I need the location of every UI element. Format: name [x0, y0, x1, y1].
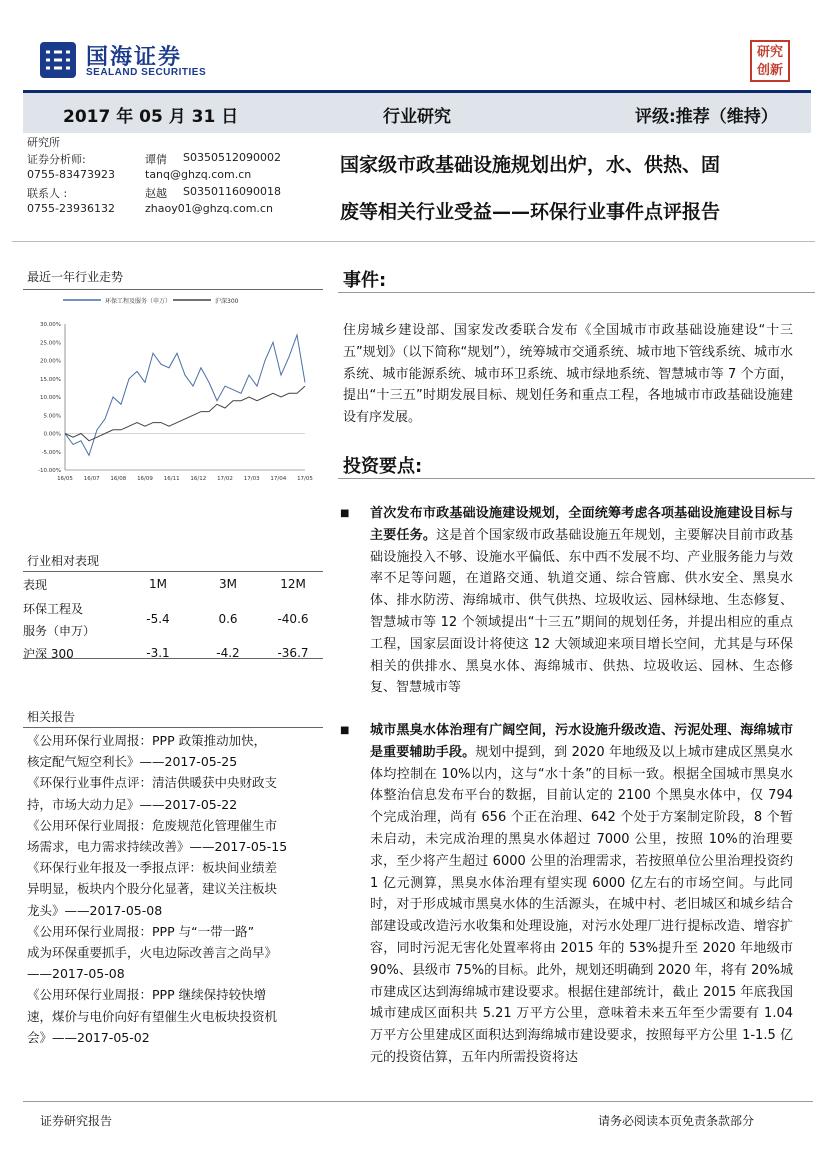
perf-row-name-line2: 服务（申万）: [23, 624, 96, 638]
analyst-cert: S0350512090002: [183, 151, 281, 164]
perf-header-row: [23, 572, 323, 596]
related-report-line: 核定配气短空利长》——2017-05-25: [27, 754, 238, 770]
brand-name-cn: 国海证券: [86, 45, 183, 70]
analyst-email[interactable]: tanq@ghzq.com.cn: [145, 168, 252, 181]
trend-label: 最近一年行业走势: [27, 270, 124, 284]
analyst-info: [27, 134, 327, 224]
table-row: [23, 642, 323, 664]
related-title: 相关报告: [27, 710, 76, 724]
perf-table: [23, 572, 323, 664]
x-tick-label: 17/04: [270, 476, 287, 482]
related-report-line: 《公用环保行业周报：PPP 政策推动加快，: [27, 733, 267, 748]
perf-header-1m: 1M: [149, 577, 167, 591]
list-item: [340, 720, 793, 1069]
bullet-square-icon: ■: [340, 725, 350, 736]
related-report-line: 龙头》——2017-05-08: [27, 902, 163, 918]
x-tick-label: 17/02: [217, 476, 233, 482]
report-title-line2: 废等相关行业受益——环保行业事件点评报告: [340, 201, 721, 223]
related-report-line: 速，煤价与电价向好有望催生火电板块投资机: [27, 1008, 278, 1024]
perf-value-12m: -40.6: [277, 612, 309, 626]
dept-label: 研究所: [27, 136, 60, 149]
related-report-line: 持，市场大动力足》——2017-05-22: [27, 796, 238, 812]
point-body: 规划中提到，到 2020 年地级及以上城市建成区黑臭水体均控制在 10%以内，这与“水十条”的目标一致。根据全国城市黑臭水体整治信息发布平台的数据，目前认定的 2100 个黑臭水体中，仅 794 个完成治理，尚有 656 个正在治理、642 个处于方案制定阶段，8 个暂未启动，未完成治理的黑臭水体超过 7000 公里，按照 10%的治理要求，至少将产生超过 6000 公里的治理需求，若按照单位公里治理投资约 1 亿元测算，黑臭水体治理有望实现 6000 亿左右的市场空间。与此同时，对于形成城市黑臭水体的生活源头，在城中村、老旧城区和城乡结合部建设或改造污水收集和处理设施，对污水处理厂进行提标改造、增容扩容，同时污泥无害化处置率将由 2015 年的 53%提升至 2020 年地级市 90%、县级市 75%的目标。此外，规划还明确到 2020 年，将有 20%城市建成区达到海绵城市建设要求。根据住建部统计，截止 2015 年底我国城市建成区面积共 5.21 万平方公里，意味着未来五年至少需要有 1.04 万平方公里建成区面积达到海绵城市建设要求，按照每平方公里 1-1.5 亿元的投资估算，五年内所需投资将达: [370, 744, 793, 1065]
contact-email[interactable]: zhaoy01@ghzq.com.cn: [145, 202, 273, 215]
perf-row-name: 沪深 300: [23, 646, 74, 661]
x-tick-label: 16/09: [137, 476, 153, 482]
bullet-square-icon: ■: [340, 508, 350, 519]
x-tick-label: 17/03: [243, 476, 260, 482]
perf-value-1m: -3.1: [146, 646, 170, 660]
perf-value-3m: 0.6: [218, 612, 238, 626]
perf-value-3m: -4.2: [216, 646, 240, 660]
legend-label: 沪深300: [215, 298, 239, 305]
related-report-line: 《环保行业年报及一季报点评：板块间业绩差: [27, 860, 278, 876]
report-rating: 评级:推荐（维持）: [635, 107, 778, 127]
contact-cert: S0350116090018: [183, 185, 281, 198]
x-tick-label: 17/05: [297, 476, 313, 482]
perf-header-label: 表现: [23, 577, 48, 592]
point-text: [370, 720, 793, 1069]
industry-trend-chart: [23, 292, 323, 492]
related-reports-list: [27, 730, 323, 1048]
analyst-label: 证券分析师:: [27, 153, 86, 166]
related-report-line: 异明显，板块内个股分化显著，建议关注板块: [27, 881, 278, 897]
header-banner: [23, 90, 811, 133]
related-report-line: 成为环保重要抓手，火电边际改善言之尚早》: [27, 945, 278, 961]
series-line: [65, 386, 305, 441]
related-report-line: 会》——2017-05-02: [27, 1029, 150, 1045]
related-report-line: 《公用环保行业周报：PPP 与“一带一路”: [27, 923, 255, 939]
y-tick-label: 5.00%: [43, 413, 61, 420]
y-tick-label: 20.00%: [40, 358, 61, 365]
footer-divider: [23, 1101, 813, 1102]
point-text: [370, 503, 793, 699]
event-heading: 事件:: [343, 270, 387, 291]
perf-bottom-rule: [23, 658, 323, 659]
points-divider: [338, 478, 815, 479]
related-underline: [23, 727, 323, 728]
related-report-line: 《公用环保行业周报：PPP 继续保持较快增: [27, 987, 267, 1003]
point-bold: 首次发布市政基础设施建设规划，全面统筹考虑各项基础设施建设目标与主要任务。: [370, 506, 793, 543]
x-tick-label: 16/07: [83, 476, 100, 482]
x-tick-label: 16/08: [110, 476, 127, 482]
list-item: [340, 503, 793, 699]
y-tick-label: 25.00%: [40, 340, 61, 347]
header-divider: [12, 241, 815, 242]
y-tick-label: -10.00%: [38, 468, 61, 474]
contact-label: 联系人 :: [27, 187, 68, 200]
perf-row-name: [23, 596, 123, 642]
related-report-line: 《公用环保行业周报：危废规范化管理催生市: [27, 817, 278, 833]
trend-underline: [23, 289, 323, 290]
contact-phone: 0755-23936132: [27, 202, 115, 215]
related-report-line: 场需求，电力需求持续改善》——2017-05-15: [27, 839, 288, 855]
y-tick-label: 15.00%: [40, 376, 61, 383]
analyst-phone: 0755-83473923: [27, 168, 115, 181]
y-tick-label: -5.00%: [41, 449, 61, 456]
y-tick-label: 0.00%: [43, 431, 61, 438]
related-report-line: ——2017-05-08: [27, 966, 125, 982]
perf-row-name-line1: 环保工程及: [23, 602, 84, 616]
brand-name-en: SEALAND SECURITIES: [86, 67, 207, 78]
x-tick-label: 16/12: [190, 476, 207, 482]
perf-header-3m: 3M: [219, 577, 237, 591]
footer-right: 请务必阅读本页免责条款部分: [598, 1114, 755, 1128]
event-paragraph: 住房城乡建设部、国家发改委联合发布《全国城市市政基础设施建设“十三五”规划》（以下简称“规划”），统筹城市交通系统、城市地下管线系统、城市水系统、城市能源系统、城市环卫系统、城市绿地系统、智慧城市等 7 个方面，提出“十三五”时期发展目标、规划任务和重点工程，各地城市市政基础设施建设有序发展。: [343, 323, 793, 426]
report-date: 2017 年 05 月 31 日: [63, 107, 239, 127]
table-row: [23, 596, 323, 642]
points-heading: 投资要点:: [343, 456, 423, 477]
point-bold: 城市黑臭水体治理有广阔空间，污水设施升级改造、污泥处理、海绵城市是重要辅助手段。: [370, 723, 793, 760]
event-divider: [338, 292, 815, 293]
y-tick-label: 30.00%: [40, 322, 61, 328]
legend-label: 环保工程及服务（申万）: [105, 298, 172, 305]
sealand-logo-icon: [40, 42, 76, 78]
x-tick-label: 16/11: [163, 476, 180, 482]
report-type: 行业研究: [383, 107, 451, 127]
perf-title: 行业相对表现: [27, 554, 100, 568]
perf-value-12m: -36.7: [277, 646, 309, 660]
event-body: [343, 320, 793, 429]
research-stamp: 研究创新: [750, 40, 790, 82]
related-report-line: 《环保行业事件点评：清洁供暖获中央财政支: [27, 775, 278, 791]
footer-left: 证券研究报告: [40, 1114, 113, 1128]
y-tick-label: 10.00%: [40, 395, 61, 401]
analyst-name: 谭倩: [145, 153, 167, 166]
perf-value-1m: -5.4: [146, 612, 170, 626]
x-tick-label: 16/05: [57, 476, 73, 482]
report-title-line1: 国家级市政基础设施规划出炉，水、供热、固: [340, 154, 721, 176]
perf-header-12m: 12M: [280, 577, 306, 591]
contact-name: 赵越: [145, 187, 167, 200]
point-body: 这是首个国家级市政基础设施五年规划，主要解决目前市政基础设施投入不够、设施水平偏低、东中西不发展不均、产业服务能力与效率不足等问题，在道路交通、轨道交通、综合管廊、供水安全、黑臭水体、排水防涝、海绵城市、供气供热、垃圾收运、园林绿地、生态修复、智慧城市等 12 个领域提出“十三五”期间的规划任务，并提出相应的重点工程，国家层面设计将使这 12 大领域迎来项目增长空间，尤其是与环保相关的供排水、黑臭水体、海绵城市、供热、垃圾收运、园林、生态修复、智慧城市等: [370, 527, 793, 696]
